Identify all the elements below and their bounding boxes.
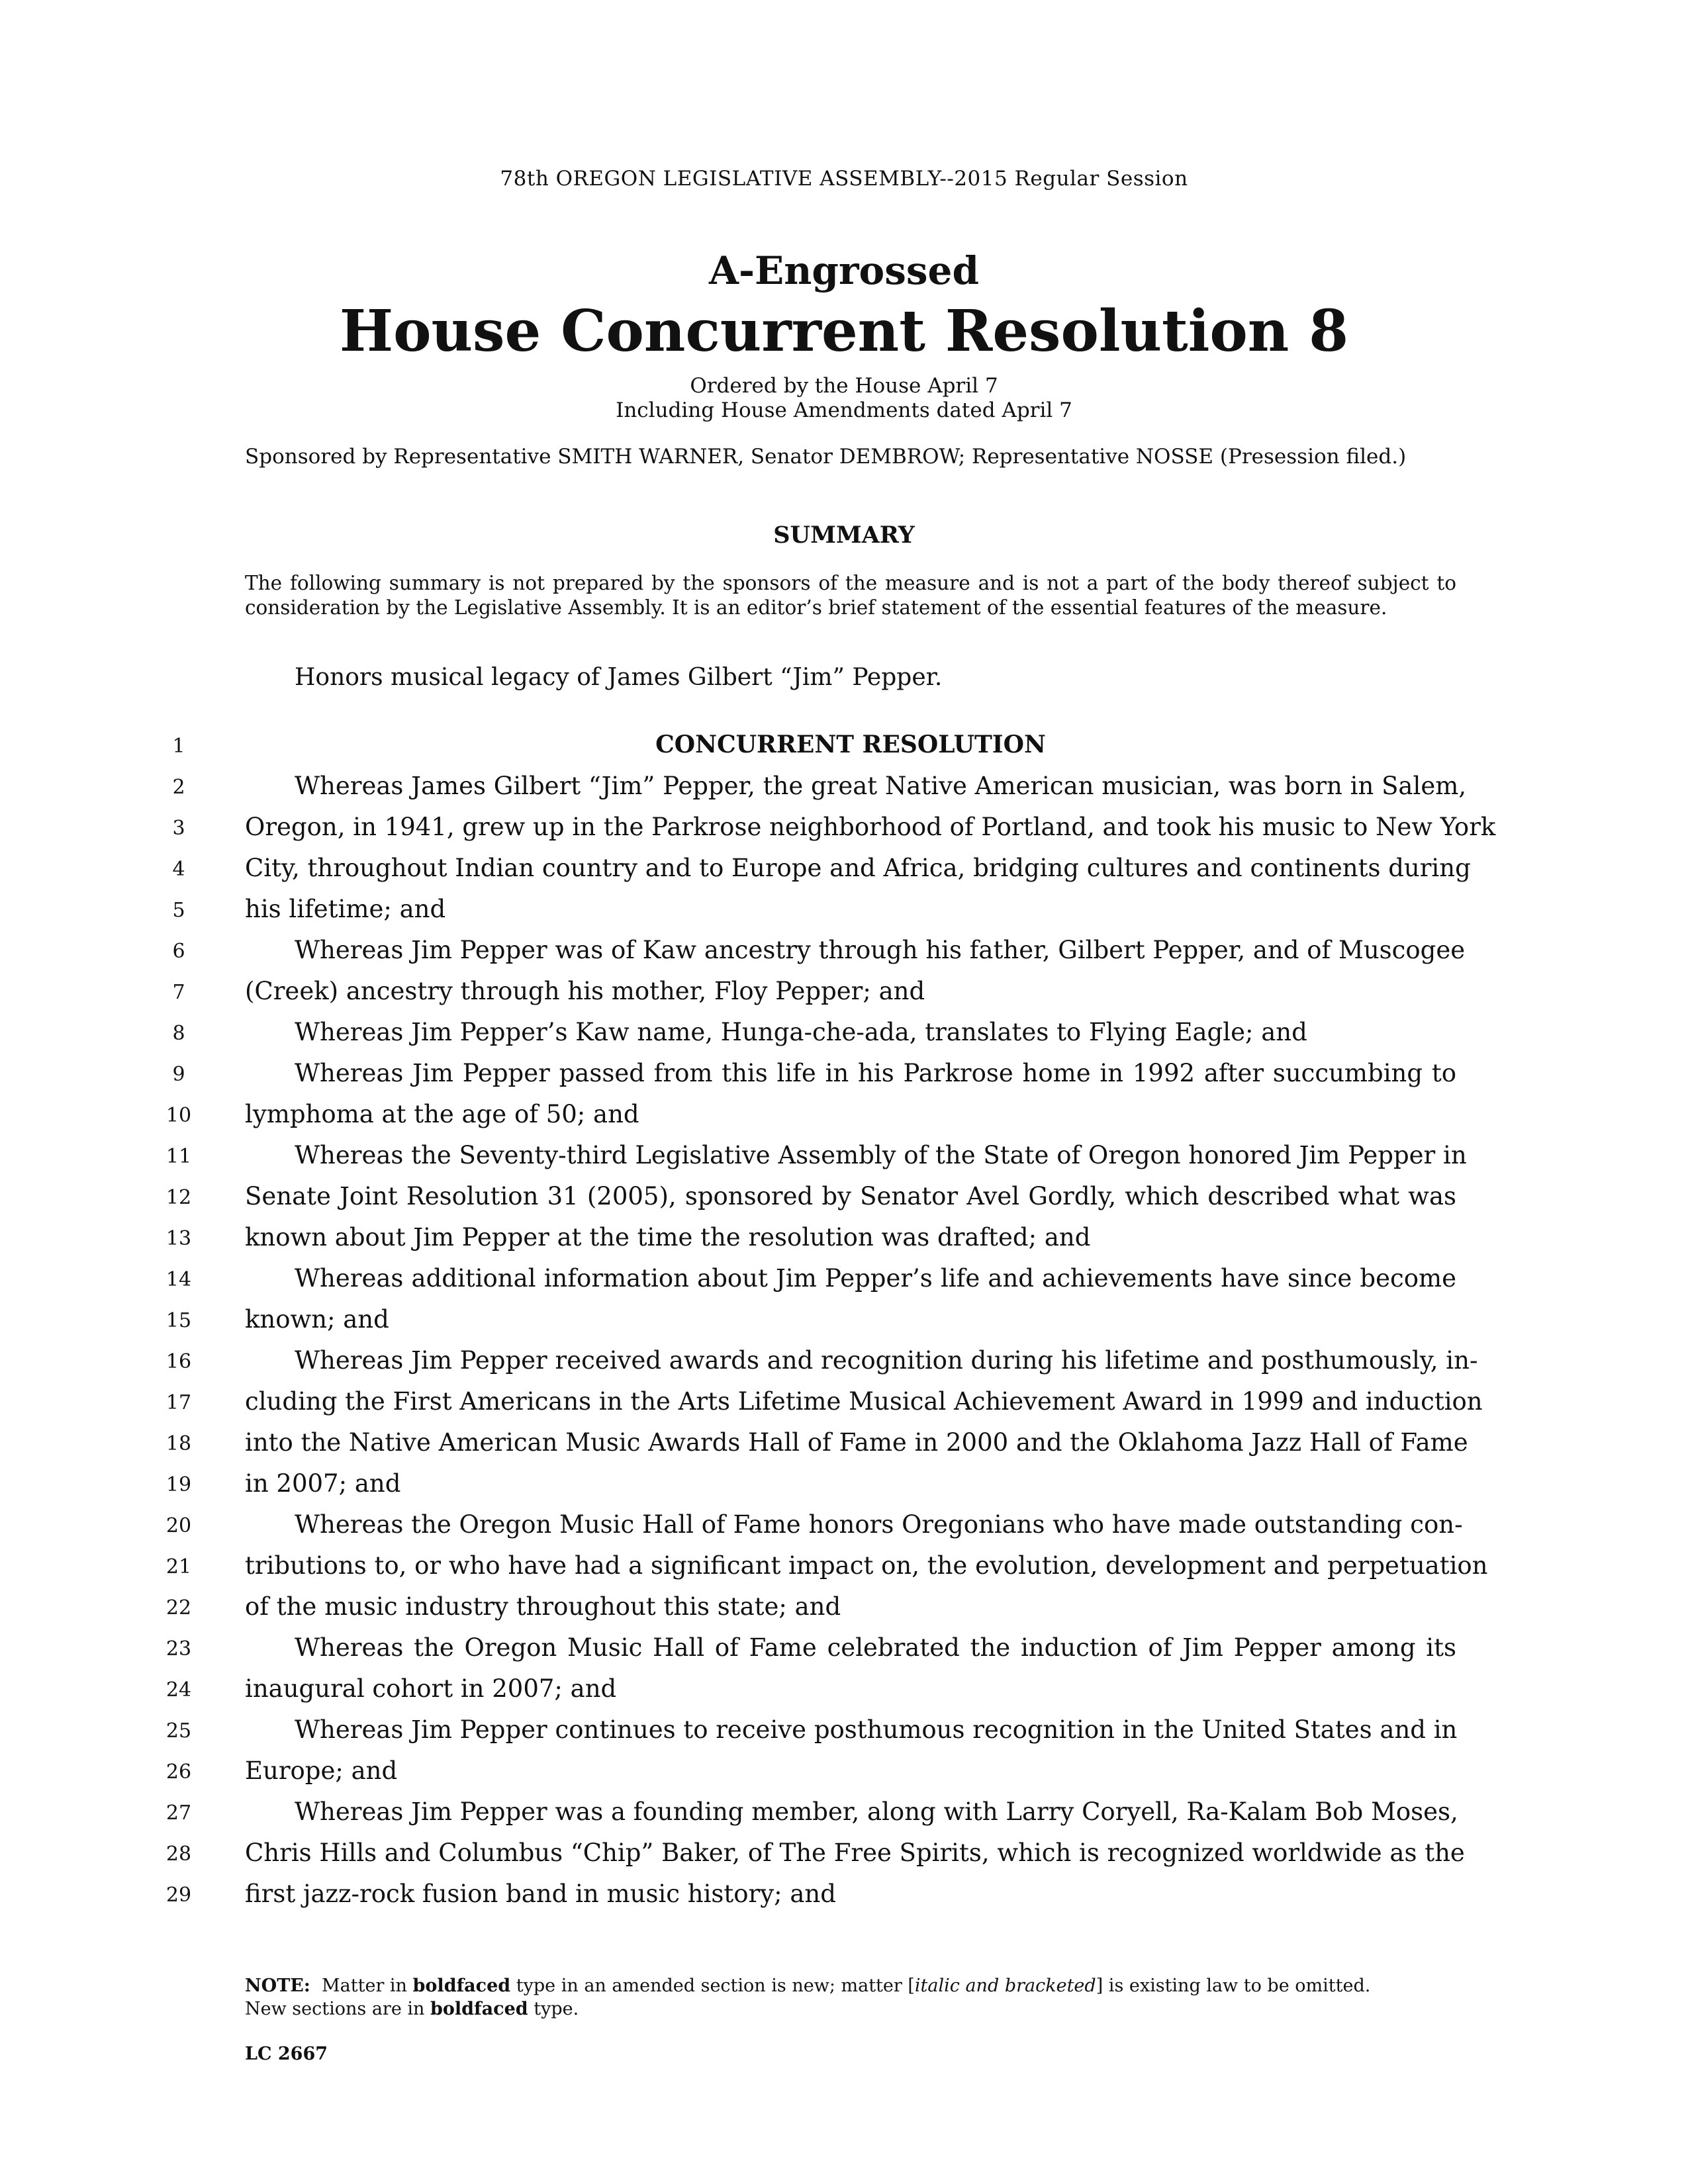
line-text: Whereas the Seventy-third Legislative Assembly of the State of Oregon honored Jim Pepper in (295, 1141, 1467, 1169)
ordered-line: Ordered by the House April 7 (690, 374, 998, 398)
body-line (0, 1220, 1688, 1261)
line-number: 6 (172, 940, 185, 963)
line-number: 4 (172, 858, 185, 881)
note-bold-word: boldfaced (430, 1999, 528, 2019)
body-line (0, 1508, 1688, 1549)
body-line (0, 728, 1688, 769)
body-line (0, 1179, 1688, 1220)
footer-note-line1 (245, 1974, 1456, 1997)
line-text: Whereas Jim Pepper passed from this life in his Parkrose home in 1992 after succumbing to (295, 1059, 1456, 1087)
body-line (0, 1056, 1688, 1097)
line-text: Whereas the Oregon Music Hall of Fame honors Oregonians who have made outstanding con- (295, 1510, 1463, 1539)
body-line (0, 1836, 1688, 1877)
line-text: in 2007; and (245, 1469, 401, 1498)
note-text: New sections are in (245, 1999, 425, 2019)
ordered-info (0, 374, 1688, 423)
line-text: Oregon, in 1941, grew up in the Parkrose neighborhood of Portland, and took his music to New York (245, 813, 1496, 841)
line-number: 28 (165, 1843, 192, 1866)
line-text: Whereas Jim Pepper was of Kaw ancestry through his father, Gilbert Pepper, and of Muscogee (295, 936, 1466, 964)
body-line (0, 1302, 1688, 1343)
line-number: 2 (172, 776, 185, 799)
line-text: Senate Joint Resolution 31 (2005), sponsored by Senator Avel Gordly, which described what was (245, 1182, 1456, 1210)
body-line (0, 1713, 1688, 1754)
body-line (0, 1754, 1688, 1795)
line-number: 5 (172, 899, 185, 922)
line-text: Whereas Jim Pepper was a founding member, along with Larry Coryell, Ra-Kalam Bob Moses, (295, 1797, 1458, 1826)
body-line (0, 933, 1688, 974)
body-line (0, 974, 1688, 1015)
body-line (0, 1138, 1688, 1179)
line-number: 16 (165, 1350, 192, 1373)
line-text: first jazz-rock fusion band in music history; and (245, 1880, 836, 1908)
body-line (0, 769, 1688, 810)
line-text: tributions to, or who have had a significant impact on, the evolution, development and perpetuation (245, 1551, 1488, 1580)
line-number: 7 (172, 981, 185, 1004)
line-number: 20 (165, 1514, 192, 1537)
note-bold-word: boldfaced (412, 1976, 511, 1996)
line-text: Whereas additional information about Jim Pepper’s life and achievements have since become (295, 1264, 1456, 1293)
line-text: inaugural cohort in 2007; and (245, 1674, 617, 1703)
note-italic-text: italic and bracketed (914, 1976, 1096, 1996)
line-text: cluding the First Americans in the Arts Lifetime Musical Achievement Award in 1999 and induction (245, 1387, 1483, 1416)
body-line (0, 810, 1688, 851)
line-text: Chris Hills and Columbus “Chip” Baker, of The Free Spirits, which is recognized worldwide as the (245, 1839, 1465, 1867)
line-number: 26 (165, 1760, 192, 1784)
body-line (0, 1549, 1688, 1590)
footer-note (245, 1974, 1456, 2021)
body-line (0, 1385, 1688, 1426)
body-line (0, 851, 1688, 892)
line-text: Europe; and (245, 1756, 398, 1785)
body-line (0, 1672, 1688, 1713)
summary-heading: SUMMARY (773, 522, 915, 549)
line-text: his lifetime; and (245, 895, 446, 923)
body-line (0, 1261, 1688, 1302)
line-text: lymphoma at the age of 50; and (245, 1100, 639, 1128)
body-line (0, 892, 1688, 933)
line-text: Whereas Jim Pepper received awards and recognition during his lifetime and posthumously, in- (295, 1346, 1478, 1375)
line-number: 27 (165, 1801, 192, 1825)
line-text: known about Jim Pepper at the time the resolution was drafted; and (245, 1223, 1091, 1251)
body-line (0, 1877, 1688, 1918)
line-text: Whereas the Oregon Music Hall of Fame celebrated the induction of Jim Pepper among its (295, 1633, 1456, 1662)
line-number: 10 (165, 1104, 192, 1127)
line-number: 19 (165, 1473, 192, 1496)
note-text: ] is existing law to be omitted. (1096, 1976, 1371, 1996)
note-text: Matter in (322, 1976, 407, 1996)
body-line (0, 1631, 1688, 1672)
resolution-body (0, 728, 1688, 1918)
body-line (0, 1343, 1688, 1385)
footer-note-line2 (245, 1997, 1456, 2021)
line-number: 12 (165, 1186, 192, 1209)
line-number: 25 (165, 1719, 192, 1743)
body-line (0, 1590, 1688, 1631)
line-number: 13 (165, 1227, 192, 1250)
lc-number: LC 2667 (245, 2044, 328, 2064)
line-text: Whereas Jim Pepper continues to receive posthumous recognition in the United States and in (295, 1715, 1458, 1744)
line-text: into the Native American Music Awards Hall of Fame in 2000 and the Oklahoma Jazz Hall of Fame (245, 1428, 1468, 1457)
body-line (0, 1097, 1688, 1138)
line-number: 21 (165, 1555, 192, 1578)
line-number: 29 (165, 1884, 192, 1907)
line-text: of the music industry throughout this state; and (245, 1592, 841, 1621)
line-number: 23 (165, 1637, 192, 1661)
session-header: 78th OREGON LEGISLATIVE ASSEMBLY--2015 Regular Session (500, 167, 1188, 191)
line-text: Whereas James Gilbert “Jim” Pepper, the great Native American musician, was born in Salem, (295, 772, 1467, 800)
line-text: City, throughout Indian country and to Europe and Africa, bridging cultures and continents during (245, 854, 1471, 882)
resolution-heading: CONCURRENT RESOLUTION (655, 731, 1046, 758)
sponsors-line: Sponsored by Representative SMITH WARNER, Senator DEMBROW; Representative NOSSE (Presession filed.) (245, 445, 1407, 469)
engrossed-label: A-Engrossed (708, 248, 979, 293)
line-number: 22 (165, 1596, 192, 1619)
line-number: 11 (165, 1145, 192, 1168)
note-text: type. (534, 1999, 579, 2019)
line-number: 18 (165, 1432, 192, 1455)
measure-title: House Concurrent Resolution 8 (339, 298, 1349, 365)
line-number: 15 (165, 1309, 192, 1332)
line-text: known; and (245, 1305, 389, 1334)
body-line (0, 1795, 1688, 1836)
line-number: 24 (165, 1678, 192, 1702)
summary-text: Honors musical legacy of James Gilbert “Jim” Pepper. (295, 664, 943, 691)
line-text: Whereas Jim Pepper’s Kaw name, Hunga-che-ada, translates to Flying Eagle; and (295, 1018, 1307, 1046)
body-line (0, 1426, 1688, 1467)
line-number: 1 (172, 735, 185, 758)
note-label: NOTE: (245, 1976, 310, 1996)
body-line (0, 1015, 1688, 1056)
line-text: (Creek) ancestry through his mother, Floy Pepper; and (245, 977, 925, 1005)
body-line (0, 1467, 1688, 1508)
line-number: 8 (172, 1022, 185, 1045)
line-number: 17 (165, 1391, 192, 1414)
line-number: 14 (165, 1268, 192, 1291)
summary-disclaimer: The following summary is not prepared by the sponsors of the measure and is not a part of the body thereof subject to consideration by the Legislative Assembly. It is an editor’s brief statement of the essential features of the measure. (245, 572, 1456, 619)
line-number: 3 (172, 817, 185, 840)
line-number: 9 (172, 1063, 185, 1086)
amendments-line: Including House Amendments dated April 7 (616, 398, 1072, 422)
note-text: type in an amended section is new; matter [ (516, 1976, 915, 1996)
